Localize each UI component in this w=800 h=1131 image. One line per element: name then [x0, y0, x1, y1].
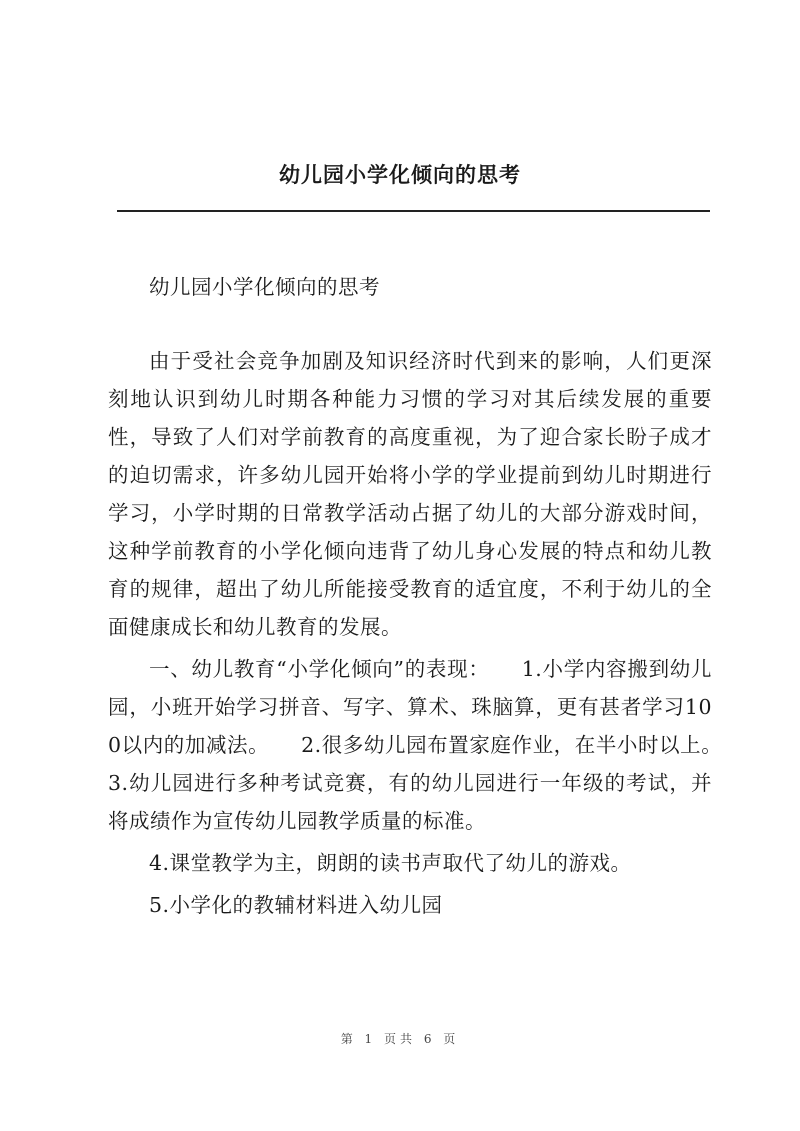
- subtitle-paragraph: 幼儿园小学化倾向的思考: [149, 275, 380, 299]
- manifestation-paragraph: 一、幼儿教育“小学化倾向”的表现： 1.小学内容搬到幼儿园，小班开始学习拼音、写字、算术、珠脑算，更有甚者学习100以内的加减法。 2.很多幼儿园布置家庭作业，在半小时以上。 3.幼儿园进行多种考试竞赛，有的幼儿园进行一年级的考试，并将成绩作为宣传幼儿园教学质量的标准。: [108, 657, 754, 833]
- intro-paragraph: 由于受社会竞争加剧及知识经济时代到来的影响，人们更深刻地认识到幼儿时期各种能力习惯的学习对其后续发展的重要性，导致了人们对学前教育的高度重视，为了迎合家长盼子成才的迫切需求，许多幼儿园开始将小学的学业提前到幼儿时期进行学习，小学时期的日常教学活动占据了幼儿的大部分游戏时间，这种学前教育的小学化倾向违背了幼儿身心发展的特点和幼儿教育的规律，超出了幼儿所能接受教育的适宜度，不利于幼儿的全面健康成长和幼儿教育的发展。: [108, 349, 712, 639]
- list-item-4: 4.课堂教学为主，朗朗的读书声取代了幼儿的游戏。: [149, 851, 632, 875]
- page-footer: 第 1 页共 6 页: [340, 1032, 460, 1046]
- page-title: 幼儿园小学化倾向的思考: [279, 163, 521, 187]
- document-body: [108, 268, 754, 924]
- title-divider: [117, 210, 710, 212]
- list-item-5: 5.小学化的教辅材料进入幼儿园: [149, 893, 443, 917]
